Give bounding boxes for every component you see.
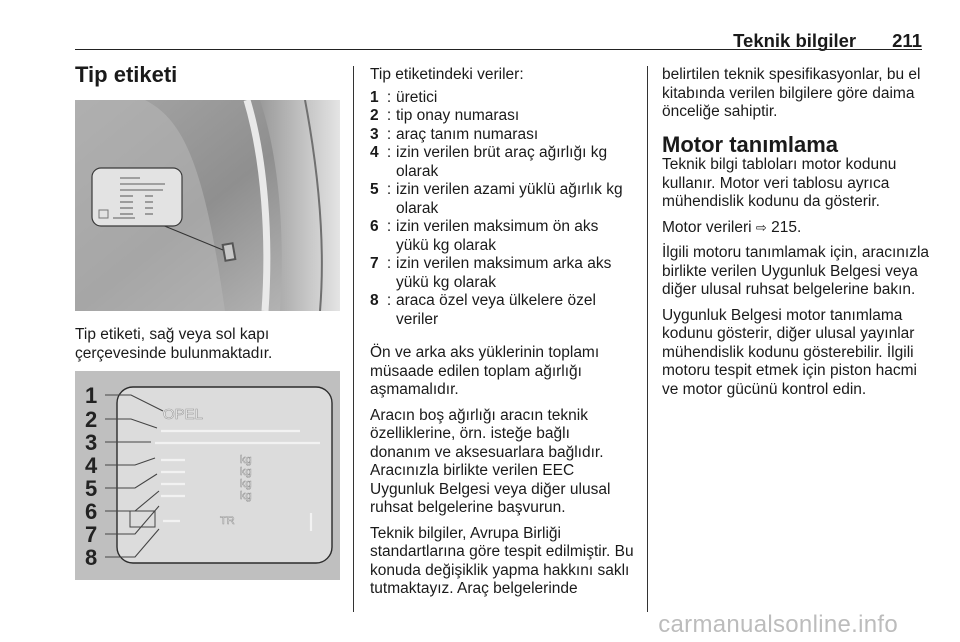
page-link[interactable]: 215. (771, 218, 802, 236)
callout-number: 8 (85, 545, 98, 570)
paragraph: Uygunluk Belgesi motor tanımlama kodunu gösterir, diğer ulusal yayınlar mühendislik kodunu gösterebilir. İlgili motoru tespit etmek için piston hacmi ve motor gücünü kontrol edin. (662, 306, 917, 398)
plate-unit: kg (240, 454, 252, 466)
legend-item: 8 : araca özel veya ülkelere özel veriler (370, 292, 596, 328)
callout-number: 4 (85, 453, 98, 478)
caption-text: Tip etiketi, sağ veya sol kapı çerçevesinde bulunmaktadır. (75, 326, 273, 362)
right-column (662, 66, 932, 406)
plate-brand: OPEL (163, 406, 204, 423)
paragraph: belirtilen teknik spesifikasyonlar, bu el kitabında verilen bilgilere göre daima önceliğe sahiptir. (662, 66, 921, 120)
callout-number: 6 (85, 499, 98, 524)
paragraph: Aracın boş ağırlığı aracın teknik özelliklerine, örn. isteğe bağlı donanım ve aksesuarlara bağlıdır. Aracınızla birlikte verilen EEC Uygunluk Belgesi veya diğer ulusal ruhsat belgelerine başvurun. (370, 406, 611, 516)
column-divider (647, 66, 648, 612)
legend-item: 5 : izin verilen azami yüklü ağırlık kg olarak (370, 181, 623, 217)
legend-item: 4 : izin verilen brüt araç ağırlığı kg olarak (370, 144, 608, 180)
paragraph: Ön ve arka aks yüklerinin toplamı müsaade edilen toplam ağırlığı aşmamalıdır. (370, 344, 600, 398)
plate-unit: kg (240, 490, 252, 502)
plate-unit: kg (240, 466, 252, 478)
legend-item: 6 : izin verilen maksimum ön aks yükü kg olarak (370, 218, 599, 254)
callout-number: 3 (85, 430, 98, 455)
section-heading: Tip etiketi (75, 62, 178, 87)
engine-data-reference: Motor verileri ⇨ 215. (662, 218, 802, 236)
header-title: Teknik bilgiler (733, 30, 857, 51)
middle-column (370, 66, 634, 606)
section-heading: Motor tanımlama (662, 131, 839, 157)
callout-number: 5 (85, 476, 98, 501)
legend-item: 1 : üretici (370, 88, 438, 106)
legend-item: 2 : tip onay numarası (370, 107, 520, 124)
column-divider (353, 66, 354, 612)
arrow-icon: ⇨ (755, 219, 767, 235)
plate-unit: kg (240, 478, 252, 490)
watermark: carmanualsonline.info (658, 611, 898, 638)
legend-item: 3 : araç tanım numarası (370, 125, 539, 143)
header-rule (75, 49, 922, 50)
left-column (75, 62, 340, 87)
paragraph: İlgili motoru tanımlamak için, aracınızla birlikte verilen Uygunluk Belgesi veya diğer ulusal ruhsat belgelerine bakın. (662, 244, 930, 298)
callout-number: 1 (85, 383, 98, 408)
legend-item: 7 : izin verilen maksimum arka aks yükü kg olarak (370, 255, 612, 291)
paragraph: Teknik bilgi tabloları motor kodunu kullanır. Motor veri tablosu ayrıca mühendislik kodunu da gösterir. (662, 156, 897, 210)
callout-number: 7 (85, 522, 98, 547)
paragraph: Teknik bilgiler, Avrupa Birliği standartlarına göre tespit edilmiştir. Bu konuda değişiklik yapma hakkını saklı tutmaktayız. Araç belgelerinde (370, 524, 634, 597)
plate-misc: TR (220, 515, 235, 527)
callout-number: 2 (85, 407, 98, 432)
type-label-diagram (75, 371, 340, 580)
legend-intro: Tip etiketindeki veriler: (370, 66, 524, 83)
legend-list (370, 89, 634, 330)
page-number: 211 (892, 30, 922, 51)
door-frame-photo (75, 100, 340, 311)
photo-caption (75, 326, 340, 370)
